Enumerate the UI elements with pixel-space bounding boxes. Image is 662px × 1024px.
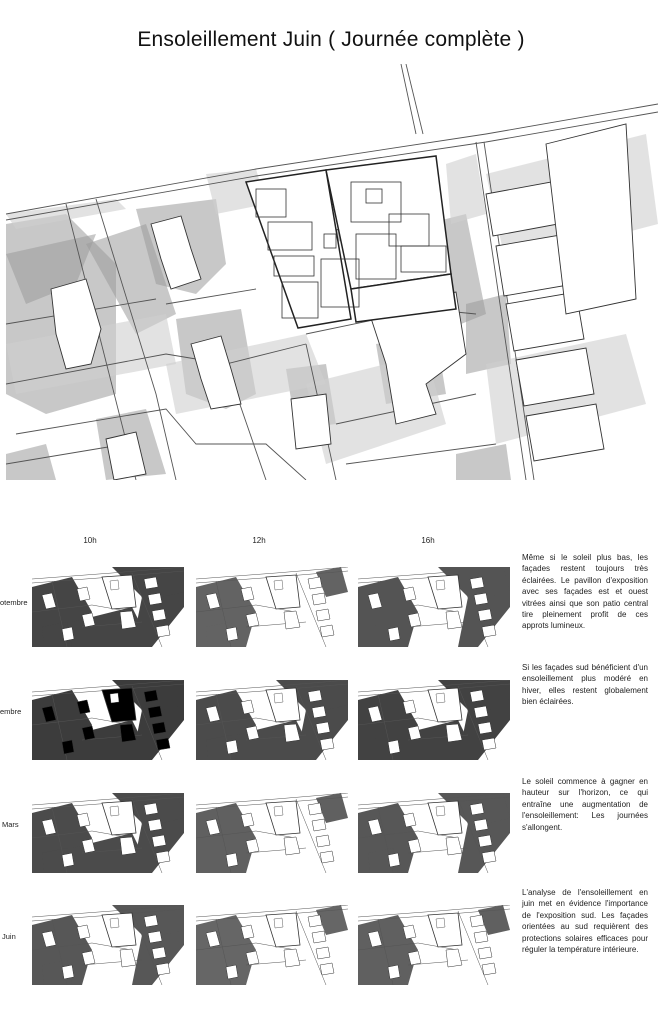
- page-title: Ensoleillement Juin ( Journée complète ): [137, 28, 525, 51]
- row-label-juin: Juin: [2, 932, 16, 941]
- row-label-mars: Mars: [2, 820, 19, 829]
- column-header-10h: 10h: [83, 536, 97, 545]
- sunlight-plan-mars-10h: [32, 793, 184, 873]
- description-septembre: Même si le soleil plus bas, les façades restent toujours très éclairées. Le pavillon d'exposition avec ses façades est et ouest vitrées ainsi que son patio central tire pleinement profit de ces approts lumineux.: [522, 553, 648, 631]
- column-header-12h: 12h: [252, 536, 266, 545]
- sunlight-plan-septembre-12h: [196, 567, 348, 647]
- description-mars: Le soleil commence à gagner en hauteur sur l'horizon, ce qui entraîne une augmentation de l'ensoleillement: Les journées s'allongent.: [522, 777, 648, 832]
- row-label-septembre: otembre: [0, 598, 28, 607]
- sunlight-plan-mars-12h: [196, 793, 348, 873]
- sunlight-plan-decembre-10h: [32, 680, 184, 760]
- sunlight-plan-septembre-10h: [32, 567, 184, 647]
- sunlight-plan-septembre-16h: [358, 567, 510, 647]
- sunlight-plan-juin-12h: [196, 905, 348, 985]
- main-site-plan: [6, 64, 658, 480]
- column-header-16h: 16h: [421, 536, 435, 545]
- description-juin: L'analyse de l'ensoleillement en juin met en évidence l'importance de l'exposition sud. Les façades orientées au sud requièrent des protections solaires efficaces pour réguler la température intérieure.: [522, 888, 648, 955]
- sunlight-plan-decembre-16h: [358, 680, 510, 760]
- row-label-decembre: embre: [0, 707, 22, 716]
- description-decembre: Si les façades sud bénéficient d'un ensoleillement plus modéré en hiver, elles restent globalement bien éclairées.: [522, 663, 648, 707]
- sunlight-plan-mars-16h: [358, 793, 510, 873]
- sunlight-plan-juin-16h: [358, 905, 510, 985]
- sunlight-plan-juin-10h: [32, 905, 184, 985]
- sunlight-plan-decembre-12h: [196, 680, 348, 760]
